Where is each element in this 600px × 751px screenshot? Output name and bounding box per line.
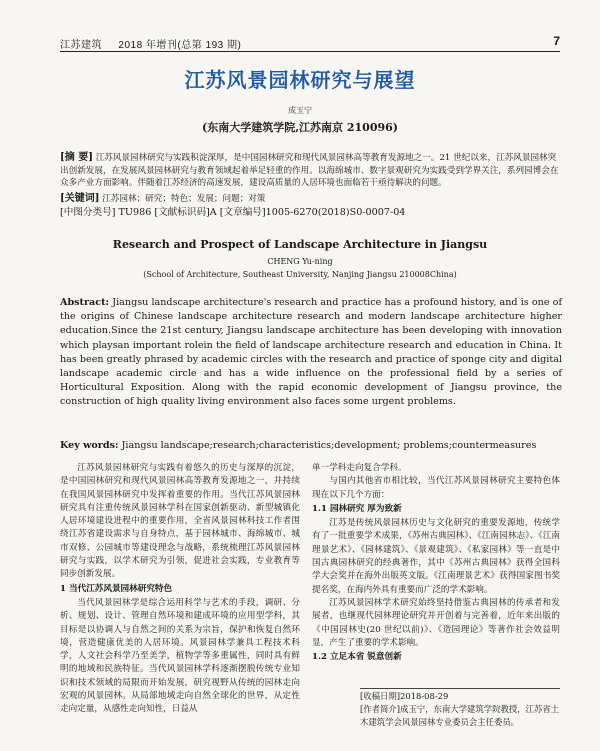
abstract-en-label: Abstract: — [60, 297, 110, 308]
page-number: 7 — [553, 34, 560, 48]
affiliation-en: (School of Architecture, Southeast University, Nanjing Jiangsu 210008China) — [143, 270, 457, 279]
body-column-left — [60, 462, 300, 717]
footnote-rule — [360, 688, 560, 689]
section-heading-1-2: 1.2 立足本省 锐意创新 — [312, 652, 402, 663]
affiliation-zh: (东南大学建筑学院,江苏南京 210096) — [202, 121, 398, 134]
section-heading-1-1: 1.1 园林研究 厚为致新 — [312, 503, 402, 514]
body-intro: 江苏风景园林研究与实践有着悠久的历史与深厚的沉淀，是中国园林研究和现代风景园林高等教育发源地之一，并持续在我国风景园林研究中发挥着重要的作用。当代江苏风景园林研究具有注重传统风景园林学科在国家创新驱动、新型城镇化人居环境建设进程中的重要作用，全省风景园林科技工作者围绕江苏省建设需求与自身特点，基于园林城市、海绵城市、城市双修、公园城市等建设理念与战略，系统梳理江苏风景园林研究与实践，以学术研究为引领，促进社会实践，专业教育等同步创新发展。 — [60, 463, 300, 580]
keywords-en — [60, 440, 562, 451]
author-zh: 成玉宁 — [288, 106, 312, 115]
running-header — [60, 34, 560, 50]
keywords-zh-label: [关键词] — [60, 193, 100, 204]
body-paragraph: 当代风景园林学是综合运用科学与艺术的手段，调研、分析、规划、设计、管理自然环境和建成环境的应用型学科，其目标是以协调人与自然之间的关系为宗旨，保护和恢复自然环境，营造健康优美的人居环境。风景园林学兼具工程技术科学，人文社会科学乃至美学，植物学等多重属性，同时具有鲜明的地域和民族特征。当代风景园林学科逐渐摆脱传统专业知识和技术领域的局限而开始发展，研究视野从传统的园林走向宏观的风景园林。从局部地域走向自然全球化的世界，从定性走向定量，从感性走向知性，日益从 — [60, 597, 300, 715]
abstract-en — [60, 296, 562, 410]
header-rule — [60, 51, 560, 52]
abstract-zh-text: 江苏风景园林研究与实践积淀深厚，是中国园林研究和现代风景园林高等教育发源地之一。21 世纪以来，江苏风景园林突出创新发展，在发展风景园林研究与教育领域起着举足轻重的作用。以海绵城市、数字景观研究为实践受到学界关注，系列园博会在众多产业方面影响。伴随着江苏经济的高速发展，建设高质量的人居环境也面临若干亟待解决的问题。 — [60, 153, 559, 188]
received-date: [收稿日期]2018-08-29 — [360, 691, 449, 701]
abstract-zh-label: [摘 要] — [60, 152, 93, 163]
title-en: Research and Prospect of Landscape Architecture in Jiangsu — [112, 238, 488, 251]
footnote — [360, 690, 560, 729]
body-paragraph: 江苏是传统风景园林历史与文化研究的重要发源地，传统学有了一批重要学术成果，《苏州古典园林》、《江南园林志》、《江南理景艺术》、《园林建筑》、《景观建筑》、《私家园林》等一直是中国古典园林研究的经典著作，其中《苏州古典园林》获得全国科学大会奖并在海外出版英文版。《江南理景艺术》获得国家图书奖提名奖，在海内外具有重要而广泛的学术影响。 — [312, 518, 560, 595]
keywords-en-text: Jiangsu landscape;research;characteristics;development; problems;countermeasures — [121, 440, 537, 451]
abstract-zh — [60, 152, 560, 190]
author-info: [作者简介]成玉宁，东南大学建筑学院教授，江苏省土木建筑学会风景园林专业委员会主任委员。 — [360, 704, 560, 727]
body-paragraph: 与国内其他省市相比较，当代江苏风景园林研究主要特色体现在以下几个方面： — [312, 476, 560, 500]
keywords-en-label: Key words: — [60, 440, 119, 451]
classification-zh: [中图分类号] TU986 [文献标识码]A [文章编号]1005-6270(2018)S0-0007-04 — [60, 207, 406, 218]
keywords-zh-text: 江苏园林；研究；特色；发展；问题；对策 — [102, 194, 266, 204]
journal-issue: 江苏建筑 2018 年增刊(总第 193 期) — [60, 40, 242, 51]
body-continuation: 单一学科走向复合学科。 — [312, 463, 407, 473]
body-paragraph: 江苏风景园林学术研究始终坚持借鉴古典园林的传承者和发展者，也继现代园林理论研究并开创着与完善着，近年来出版的《中国园林史(20 世纪以前)》、《造园理论》等著作社会效益明显，产生了重要的学术影响。 — [312, 597, 560, 648]
section-heading-1: 1 当代江苏风景园林研究特色 — [60, 583, 173, 594]
keywords-zh — [60, 193, 560, 206]
body-column-right — [312, 462, 560, 665]
author-en: CHENG Yu-ning — [267, 257, 333, 266]
abstract-en-text: Jiangsu landscape architecture's research and practice has a profound history, and is one of the origins of Chinese landscape architecture research and modern landscape architecture higher education.Since the 21st century, Jiangsu landscape architecture has been developing with innovation which playsan important rolein the field of landscape architecture research and education in China. It has been greatly phrased by academic circles with the research and practice of sponge city and digital landscape academic circle and has a wide influence on the professional field by a series of Horticultural Exposition. Along with the rapid economic development of Jiangsu province, the construction of high quality living environment also faces some urgent problems. — [60, 297, 562, 408]
title-zh: 江苏风景园林研究与展望 — [184, 68, 416, 92]
